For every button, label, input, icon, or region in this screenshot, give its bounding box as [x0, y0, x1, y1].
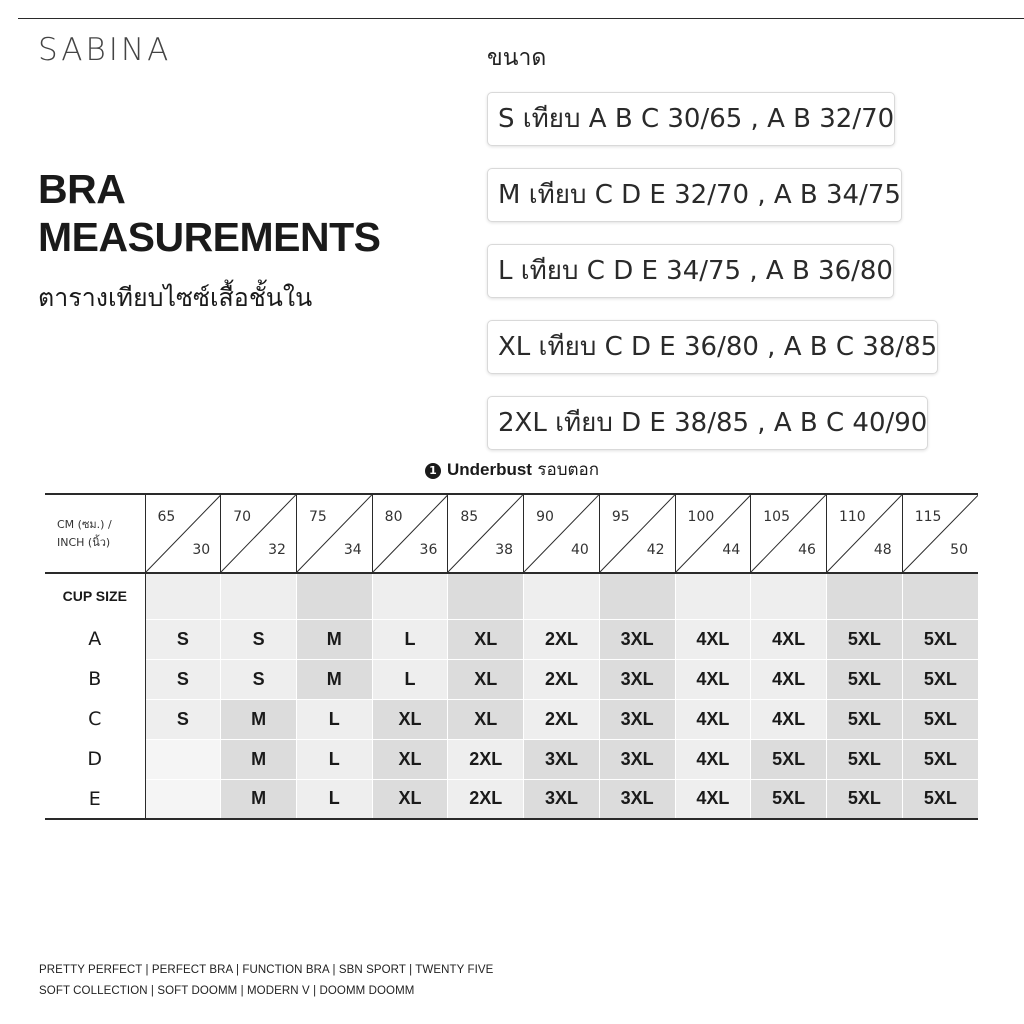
cm-value: 115 — [914, 509, 942, 525]
size-cell: 2XL — [448, 779, 524, 819]
size-box-l: L เทียบ C D E 34/75 , A B 36/80 — [487, 244, 894, 298]
header-col-115 — [902, 494, 978, 573]
size-cell: 4XL — [675, 779, 751, 819]
size-cell: 3XL — [524, 779, 600, 819]
cm-value: 85 — [460, 509, 479, 525]
corner-label-cm: CM (ซม.) / — [57, 517, 112, 531]
table-row — [45, 659, 978, 699]
cm-value: 65 — [157, 509, 176, 525]
diagonal-divider — [827, 495, 902, 572]
size-cell: 2XL — [524, 659, 600, 699]
cup-size-spacer — [296, 573, 372, 619]
size-cell: 3XL — [599, 619, 675, 659]
cup-label: B — [45, 659, 145, 699]
size-cell: 5XL — [902, 699, 978, 739]
size-cell: 5XL — [826, 739, 902, 779]
size-cell: M — [221, 779, 297, 819]
size-cell — [145, 739, 221, 779]
header-col-80 — [372, 494, 448, 573]
size-cell: 5XL — [902, 619, 978, 659]
size-cell: XL — [448, 699, 524, 739]
size-box-xl: XL เทียบ C D E 36/80 , A B C 38/85 — [487, 320, 938, 374]
diagonal-divider — [373, 495, 448, 572]
size-cell: XL — [372, 699, 448, 739]
size-cell: 4XL — [675, 619, 751, 659]
size-cell: M — [221, 739, 297, 779]
size-cell: 3XL — [599, 779, 675, 819]
cm-value: 105 — [763, 509, 790, 525]
inch-value: 40 — [570, 542, 589, 558]
size-cell: 3XL — [599, 659, 675, 699]
header-col-70 — [221, 494, 297, 573]
cm-value: 90 — [536, 509, 554, 525]
header-corner — [45, 494, 145, 573]
size-cell: 5XL — [826, 619, 902, 659]
size-cell: S — [145, 659, 221, 699]
size-cell: 2XL — [448, 739, 524, 779]
size-cell: L — [372, 659, 448, 699]
size-cell — [145, 779, 221, 819]
cup-size-spacer — [826, 573, 902, 619]
size-cell: XL — [372, 739, 448, 779]
table-title-en: Underbust — [446, 460, 532, 479]
size-cell: 3XL — [599, 699, 675, 739]
header-col-85 — [448, 494, 524, 573]
page-subtitle: ตารางเทียบไซซ์เสื้อชั้นใน — [38, 283, 313, 312]
cup-label: A — [45, 619, 145, 659]
cup-size-spacer — [675, 573, 751, 619]
diagonal-divider — [146, 495, 221, 572]
size-cell: 2XL — [524, 619, 600, 659]
page-title — [38, 165, 381, 261]
cup-size-spacer — [145, 573, 221, 619]
table-row — [45, 619, 978, 659]
table-title-th: รอบตอก — [537, 460, 600, 480]
size-cell: 5XL — [826, 659, 902, 699]
cm-value: 70 — [233, 509, 252, 525]
cup-size-spacer — [372, 573, 448, 619]
brand-logo: SABINA — [38, 32, 172, 68]
corner-label-inch: INCH (นิ้ว) — [57, 535, 111, 549]
diagonal-divider — [297, 495, 372, 572]
size-cell: M — [296, 619, 372, 659]
header-col-95 — [599, 494, 675, 573]
inch-value: 32 — [268, 542, 286, 558]
table-row — [45, 779, 978, 819]
size-cell: L — [372, 619, 448, 659]
inch-value: 50 — [950, 542, 968, 558]
inch-value: 46 — [798, 542, 816, 558]
diagonal-divider — [448, 495, 523, 572]
size-cell: S — [221, 659, 297, 699]
diagonal-divider — [221, 495, 296, 572]
cm-value: 100 — [687, 509, 715, 525]
title-line-2: MEASUREMENTS — [38, 214, 381, 260]
inch-value: 42 — [646, 542, 665, 558]
cm-value: 110 — [838, 509, 866, 525]
top-divider — [18, 18, 1024, 19]
size-chart-table — [45, 493, 978, 820]
header-row — [45, 494, 978, 573]
size-cell: 5XL — [902, 779, 978, 819]
size-cell: M — [221, 699, 297, 739]
cup-size-label: CUP SIZE — [45, 573, 145, 619]
inch-value: 36 — [419, 542, 438, 558]
footer-collections-line-2: SOFT COLLECTION | SOFT DOOMM | MODERN V | DOOMM DOOMM — [39, 985, 415, 997]
size-cell: M — [296, 659, 372, 699]
cup-size-row — [45, 573, 978, 619]
header-col-90 — [524, 494, 600, 573]
size-box-s: S เทียบ A B C 30/65 , A B 32/70 — [487, 92, 895, 146]
diagonal-divider — [751, 495, 826, 572]
diagonal-divider — [524, 495, 599, 572]
diagonal-divider — [903, 495, 978, 572]
cup-label: D — [45, 739, 145, 779]
table-row — [45, 739, 978, 779]
size-cell: S — [145, 619, 221, 659]
table-body — [45, 573, 978, 819]
size-cell: 4XL — [751, 659, 827, 699]
size-cell: XL — [372, 779, 448, 819]
cm-value: 80 — [384, 509, 403, 525]
size-cell: 5XL — [751, 779, 827, 819]
header-col-75 — [296, 494, 372, 573]
table-row — [45, 699, 978, 739]
size-cell: 4XL — [675, 659, 751, 699]
size-box-2xl: 2XL เทียบ D E 38/85 , A B C 40/90 — [487, 396, 928, 450]
inch-value: 44 — [722, 542, 741, 558]
size-cell: 3XL — [524, 739, 600, 779]
cup-size-spacer — [599, 573, 675, 619]
size-cell: 4XL — [675, 739, 751, 779]
size-cell: 5XL — [902, 659, 978, 699]
size-cell: L — [296, 699, 372, 739]
size-cell: 5XL — [826, 699, 902, 739]
cup-size-spacer — [751, 573, 827, 619]
number-marker-icon: 1 — [425, 463, 441, 479]
footer-collections-line-1: PRETTY PERFECT | PERFECT BRA | FUNCTION BRA | SBN SPORT | TWENTY FIVE — [39, 964, 494, 976]
cup-label: C — [45, 699, 145, 739]
size-cell: 5XL — [826, 779, 902, 819]
header-col-110 — [826, 494, 902, 573]
size-cell: 4XL — [675, 699, 751, 739]
size-cell: 2XL — [524, 699, 600, 739]
size-box-m: M เทียบ C D E 32/70 , A B 34/75 — [487, 168, 902, 222]
size-cell: S — [221, 619, 297, 659]
size-heading: ขนาด — [487, 45, 547, 71]
title-line-1: BRA — [38, 166, 126, 212]
cup-size-spacer — [902, 573, 978, 619]
cup-size-spacer — [221, 573, 297, 619]
size-cell: 5XL — [902, 739, 978, 779]
diagonal-divider — [600, 495, 675, 572]
size-cell: 5XL — [751, 739, 827, 779]
inch-value: 34 — [343, 542, 362, 558]
cm-value: 95 — [611, 509, 630, 525]
size-cell: XL — [448, 619, 524, 659]
table-title — [0, 456, 1024, 483]
size-cell: 3XL — [599, 739, 675, 779]
header-col-100 — [675, 494, 751, 573]
size-cell: L — [296, 779, 372, 819]
cm-value: 75 — [308, 509, 327, 525]
header-col-105 — [751, 494, 827, 573]
size-cell: XL — [448, 659, 524, 699]
inch-value: 30 — [192, 542, 211, 558]
inch-value: 48 — [873, 542, 892, 558]
inch-value: 38 — [495, 542, 514, 558]
diagonal-divider — [676, 495, 751, 572]
header-col-65 — [145, 494, 221, 573]
cup-size-spacer — [524, 573, 600, 619]
size-cell: 4XL — [751, 619, 827, 659]
size-cell: S — [145, 699, 221, 739]
size-cell: L — [296, 739, 372, 779]
cup-label: E — [45, 779, 145, 819]
cup-size-spacer — [448, 573, 524, 619]
size-cell: 4XL — [751, 699, 827, 739]
